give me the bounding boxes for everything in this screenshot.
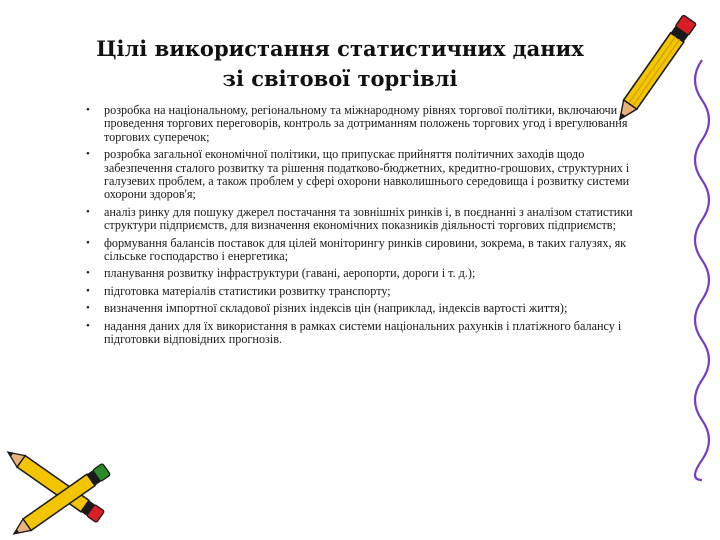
slide-title <box>60 34 620 94</box>
list-item <box>86 320 646 347</box>
bullet-icon: • <box>86 148 90 161</box>
bullet-icon: • <box>86 236 90 249</box>
list-item-text: розробка на національному, регіональному та міжнародному рівнях торгової політики, включаючи проведення торгових переговорів, контроль за дотриманням положень торгових угод і врегулювання торгових суперечок; <box>104 103 628 144</box>
list-item <box>86 237 646 264</box>
list-item <box>86 302 646 315</box>
bullet-icon: • <box>86 104 90 116</box>
list-item-text: надання даних для їх використання в рамках системи національних рахунків і платіжного балансу і підготовки відповідних прогнозів. <box>104 318 622 347</box>
bullet-list <box>86 104 646 351</box>
bullet-icon: • <box>86 319 90 332</box>
bullet-icon: • <box>86 205 90 218</box>
bullet-icon: • <box>86 267 90 280</box>
bullet-icon: • <box>86 302 90 315</box>
list-item-text: аналіз ринку для пошуку джерел постачання та зовнішніх ринків і, в поєднанні з аналізом статистики структури підприємств, для визначення економічних показників діяльності торгових підприємств; <box>104 204 633 233</box>
list-item-text: формування балансів поставок для цілей моніторингу ринків сировини, зокрема, в таких галузях, як сільське господарство і енергетика; <box>104 235 627 264</box>
list-item <box>86 267 646 280</box>
list-item <box>86 148 646 202</box>
slide-title-line2: зі світової торгівлі <box>222 66 458 91</box>
list-item <box>86 104 646 144</box>
slide-title-line1: Цілі використання статистичних даних <box>96 36 584 61</box>
list-item-text: підготовка матеріалів статистики розвитку транспорту; <box>104 283 391 298</box>
list-item <box>86 206 646 233</box>
list-item-text: планування розвитку інфраструктури (гавані, аеропорти, дороги і т. д.); <box>104 266 476 281</box>
list-item-text: визначення імпортної складової різних індексів цін (наприклад, індексів вартості життя); <box>104 301 568 316</box>
list-item <box>86 285 646 298</box>
list-item-text: розробка загальної економічної політики, що припускає прийняття політичних заходів щодо забезпечення сталого розвитку та рішення податково-бюджетних, кредитно-грошових, структурних і галузевих проблем, а також проблем у сфері охорони навколишнього середовища і розвитку системи охорони здоров'я; <box>104 147 630 202</box>
pencils-icon-bottom-left <box>0 430 140 540</box>
bullet-icon: • <box>86 284 90 297</box>
